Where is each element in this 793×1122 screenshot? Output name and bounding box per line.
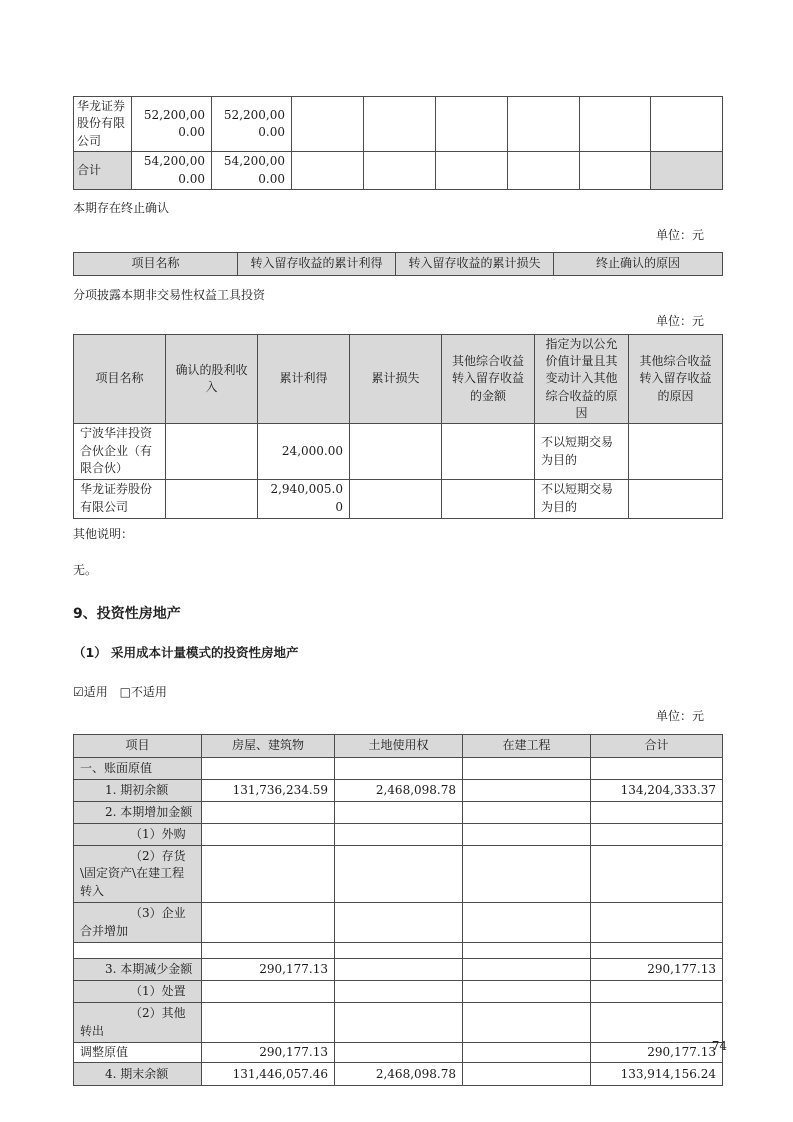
empty-cell: [580, 97, 651, 152]
header-cell: 在建工程: [463, 735, 591, 758]
header-cell: 累计利得: [258, 334, 350, 424]
header-row: [74, 252, 723, 275]
table-row: [74, 903, 723, 943]
empty-cell: [591, 802, 723, 824]
page-content: [73, 96, 722, 1086]
section-9-1-subtitle: （1） 采用成本计量模式的投资性房地产: [73, 645, 299, 661]
label-cell: 1. 期初余额: [74, 780, 202, 802]
table-row: [74, 1063, 723, 1086]
table-row: [74, 97, 723, 152]
value-cell: 133,914,156.24: [591, 1063, 723, 1086]
reason-cell: 不以短期交易为目的: [535, 479, 629, 518]
empty-cell: [591, 824, 723, 846]
table-row: [74, 846, 723, 903]
empty-cell: [463, 1063, 591, 1086]
header-cell: 确认的股利收入: [166, 334, 258, 424]
investment-property-table: [73, 734, 723, 1086]
empty-cell: [350, 424, 442, 479]
empty-cell: [335, 1043, 463, 1063]
label-cell: 华龙证券股份有限公司: [74, 479, 166, 518]
empty-cell: [651, 97, 723, 152]
empty-cell: [580, 152, 651, 190]
label-cell: 宁波华沣投资合伙企业（有限合伙）: [74, 424, 166, 479]
applicability-line: [73, 685, 722, 699]
unit-label: 单位：元: [655, 314, 704, 329]
table-row: [74, 981, 723, 1003]
empty-cell: [591, 903, 723, 943]
empty-cell: [202, 981, 335, 1003]
label-cell: （3）企业合并增加: [74, 903, 202, 943]
empty-cell: [463, 846, 591, 903]
empty-cell: [74, 943, 202, 959]
empty-cell: [202, 758, 335, 780]
page-number: 74: [711, 1039, 727, 1053]
value-cell: 54,200,000.00: [132, 152, 212, 190]
empty-cell: [508, 97, 580, 152]
empty-cell: [463, 802, 591, 824]
header-cell: 指定为以公允价值计量且其变动计入其他综合收益的原因: [535, 334, 629, 424]
empty-cell: [463, 1003, 591, 1043]
header-cell: 项目名称: [74, 334, 166, 424]
header-row: [74, 334, 723, 424]
empty-cell: [202, 943, 335, 959]
empty-cell: [591, 846, 723, 903]
label-cell: 合计: [74, 152, 132, 190]
empty-cell: [463, 959, 591, 981]
empty-cell: [463, 943, 591, 959]
value-cell: 52,200,000.00: [132, 97, 212, 152]
empty-cell: [335, 959, 463, 981]
empty-cell: [292, 152, 364, 190]
non-trading-equity-subtitle: 分项披露本期非交易性权益工具投资: [73, 287, 266, 302]
empty-cell: [591, 758, 723, 780]
empty-cell: [629, 479, 723, 518]
empty-cell: [463, 758, 591, 780]
table-row: [74, 959, 723, 981]
label-cell: 一、账面原值: [74, 758, 202, 780]
header-cell: 土地使用权: [335, 735, 463, 758]
empty-cell: [463, 981, 591, 1003]
header-cell: 合计: [591, 735, 723, 758]
label-cell: 华龙证券股份有限公司: [74, 97, 132, 152]
empty-cell: [202, 846, 335, 903]
value-cell: 290,177.13: [591, 959, 723, 981]
table-row: [74, 824, 723, 846]
checkbox-applicable-checked: ☑适用: [73, 685, 108, 700]
header-cell: 项目名称: [74, 252, 238, 275]
derecognition-table: [73, 252, 723, 276]
empty-cell: [591, 1003, 723, 1043]
header-cell: 其他综合收益转入留存收益的金额: [442, 334, 535, 424]
empty-cell: [442, 424, 535, 479]
header-cell: 终止确认的原因: [554, 252, 723, 275]
empty-cell: [436, 97, 508, 152]
empty-cell: [364, 97, 436, 152]
empty-cell: [335, 1003, 463, 1043]
reason-cell: 不以短期交易为目的: [535, 424, 629, 479]
table-row: [74, 758, 723, 780]
label-cell: （2）存货\固定资产\在建工程转入: [74, 846, 202, 903]
empty-cell: [166, 479, 258, 518]
empty-cell: [463, 780, 591, 802]
label-cell: （2）其他转出: [74, 1003, 202, 1043]
table-row: [74, 424, 723, 479]
empty-cell: [651, 152, 723, 190]
empty-cell: [436, 152, 508, 190]
empty-cell: [335, 903, 463, 943]
empty-cell: [335, 824, 463, 846]
section-9-title: 9、投资性房地产: [73, 606, 181, 623]
header-cell: 项目: [74, 735, 202, 758]
table-row-blank: [74, 943, 723, 959]
non-trading-equity-table: [73, 334, 723, 519]
empty-cell: [202, 903, 335, 943]
other-notes-value: 无。: [73, 563, 98, 578]
empty-cell: [202, 1003, 335, 1043]
empty-cell: [335, 846, 463, 903]
value-cell: 131,736,234.59: [202, 780, 335, 802]
header-cell: 转入留存收益的累计损失: [396, 252, 554, 275]
empty-cell: [442, 479, 535, 518]
derecognition-note: 本期存在终止确认: [73, 200, 170, 215]
table-row: [74, 479, 723, 518]
equity-instruments-continued-table: [73, 96, 723, 190]
empty-cell: [202, 824, 335, 846]
value-cell: 134,204,333.37: [591, 780, 723, 802]
empty-cell: [463, 903, 591, 943]
label-cell: （1）外购: [74, 824, 202, 846]
empty-cell: [335, 981, 463, 1003]
value-cell: 2,468,098.78: [335, 780, 463, 802]
value-cell: 131,446,057.46: [202, 1063, 335, 1086]
header-cell: 其他综合收益转入留存收益的原因: [629, 334, 723, 424]
value-cell: 54,200,000.00: [212, 152, 292, 190]
empty-cell: [335, 802, 463, 824]
empty-cell: [350, 479, 442, 518]
label-cell: 2. 本期增加金额: [74, 802, 202, 824]
header-cell: 转入留存收益的累计利得: [238, 252, 396, 275]
empty-cell: [335, 943, 463, 959]
empty-cell: [292, 97, 364, 152]
header-cell: 累计损失: [350, 334, 442, 424]
header-row: [74, 735, 723, 758]
table-row: [74, 780, 723, 802]
empty-cell: [629, 424, 723, 479]
value-cell: 2,940,005.00: [258, 479, 350, 518]
empty-cell: [591, 943, 723, 959]
value-cell: 290,177.13: [202, 1043, 335, 1063]
empty-cell: [335, 758, 463, 780]
value-cell: 52,200,000.00: [212, 97, 292, 152]
label-cell: （1）处置: [74, 981, 202, 1003]
checkbox-not-applicable: □不适用: [119, 685, 167, 700]
empty-cell: [202, 802, 335, 824]
empty-cell: [463, 1043, 591, 1063]
value-cell: 290,177.13: [591, 1043, 723, 1063]
unit-label: 单位：元: [655, 708, 704, 723]
empty-cell: [591, 981, 723, 1003]
label-cell: 4. 期末余额: [74, 1063, 202, 1086]
empty-cell: [364, 152, 436, 190]
table-row: [74, 1043, 723, 1063]
empty-cell: [508, 152, 580, 190]
value-cell: 2,468,098.78: [335, 1063, 463, 1086]
empty-cell: [463, 824, 591, 846]
value-cell: 24,000.00: [258, 424, 350, 479]
header-cell: 房屋、建筑物: [202, 735, 335, 758]
label-cell: 3. 本期减少金额: [74, 959, 202, 981]
empty-cell: [166, 424, 258, 479]
other-notes-label: 其他说明：: [73, 526, 134, 541]
table-row-total: [74, 152, 723, 190]
unit-label: 单位：元: [655, 228, 704, 243]
value-cell: 290,177.13: [202, 959, 335, 981]
label-cell: 调整原值: [74, 1043, 202, 1063]
table-row: [74, 802, 723, 824]
table-row: [74, 1003, 723, 1043]
